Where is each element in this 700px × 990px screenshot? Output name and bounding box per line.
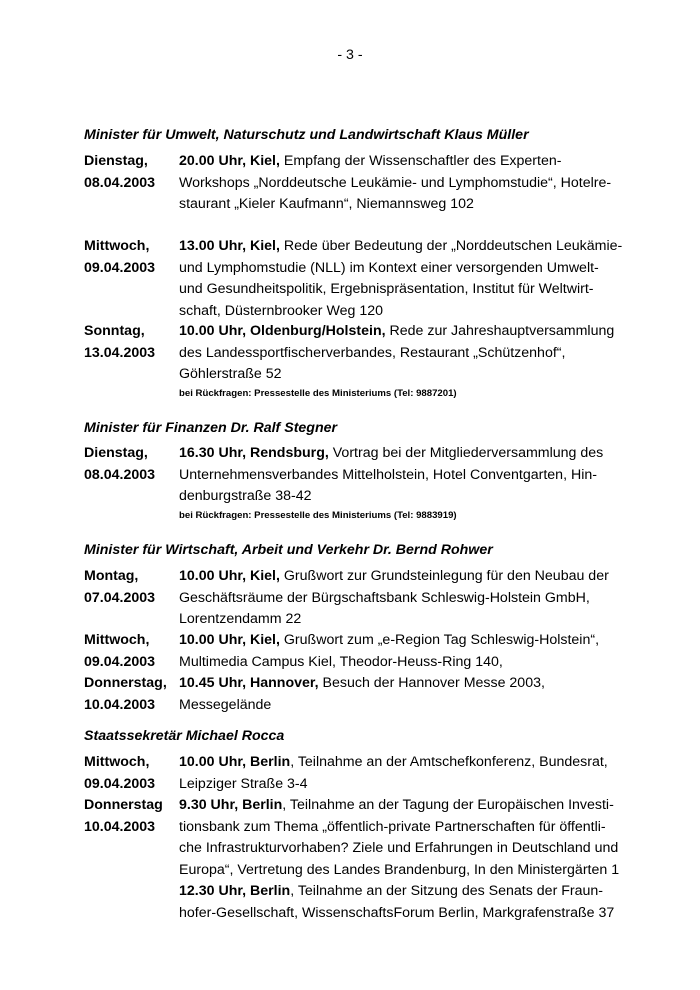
entry-time-place: 10.00 Uhr, Berlin: [179, 754, 291, 770]
entry-text: 10.45 Uhr, Hannover, Besuch der Hannover Messe 2003, Messegelände: [179, 675, 545, 713]
entry-date: Donnerstag, 10.04.2003: [84, 675, 167, 713]
entry-date: Mittwoch, 09.04.2003: [84, 632, 156, 670]
entry-time-place: 10.00 Uhr, Kiel,: [179, 632, 280, 648]
entry-date: Dienstag, 08.04.2003: [84, 445, 156, 483]
entry-text: 16.30 Uhr, Rendsburg, Vortrag bei der Mitgliederversammlung des Unternehmensverbandes Mittelholstein, Hotel Conventgarten, Hin- denburgstraße 38-42 bei Rückfragen: Pressestelle des Ministeriums (Tel: 9883919): [179, 443, 629, 523]
entry-date: Mittwoch, 09.04.2003: [84, 238, 156, 276]
page-number: - 3 -: [337, 47, 363, 63]
section-heading-staatssekretaer: Staatssekretär Michael Rocca: [84, 728, 285, 744]
entry-time-place: 16.30 Uhr, Rendsburg,: [179, 445, 329, 461]
entry-date: Mittwoch, 09.04.2003: [84, 754, 156, 792]
section-heading-umwelt: Minister für Umwelt, Naturschutz und Landwirtschaft Klaus Müller: [84, 127, 529, 143]
entry-text: 20.00 Uhr, Kiel, Empfang der Wissenschaftler des Experten- Workshops „Norddeutsche Leukämie- und Lymphomstudie“, Hotelre- staurant „Kieler Kaufmann“, Niemannsweg 102: [179, 153, 612, 212]
entry-text: 10.00 Uhr, Oldenburg/Holstein, Rede zur Jahreshauptversammlung des Landessportfischerverbandes, Restaurant „Schützenhof“, Göhlerstraße 52 bei Rückfragen: Pressestelle des Ministeriums (Tel: 9887201): [179, 321, 629, 401]
contact-note: bei Rückfragen: Pressestelle des Ministeriums (Tel: 9887201): [179, 387, 457, 399]
contact-note: bei Rückfragen: Pressestelle des Ministeriums (Tel: 9883919): [179, 509, 457, 521]
entry-text: 10.00 Uhr, Kiel, Grußwort zur Grundsteinlegung für den Neubau der Geschäftsräume der Bürgschaftsbank Schleswig-Holstein GmbH, Lorentzendamm 22: [179, 568, 609, 627]
entry-text: 13.00 Uhr, Kiel, Rede über Bedeutung der „Norddeutschen Leukämie- und Lymphomstudie (NLL) im Kontext einer versorgenden Umwelt- und Gesundheitspolitik, Ergebnispräsentation, Institut für Weltwirt- schaft, Düsternbrooker Weg 120: [179, 238, 623, 319]
entry-time-place: 13.00 Uhr, Kiel,: [179, 238, 280, 254]
entry-date: Dienstag, 08.04.2003: [84, 153, 156, 191]
entry-text: 10.00 Uhr, Kiel, Grußwort zum „e-Region Tag Schleswig-Holstein“, Multimedia Campus Kiel, Theodor-Heuss-Ring 140,: [179, 632, 600, 670]
entry-text: 10.00 Uhr, Berlin, Teilnahme an der Amtschefkonferenz, Bundesrat, Leipziger Straße 3-4: [179, 754, 608, 792]
entry-time-place: 10.00 Uhr, Oldenburg/Holstein,: [179, 323, 386, 339]
section-heading-wirtschaft: Minister für Wirtschaft, Arbeit und Verkehr Dr. Bernd Rohwer: [84, 542, 493, 558]
entry-date: Montag, 07.04.2003: [84, 568, 156, 606]
entry-text: 9.30 Uhr, Berlin, Teilnahme an der Tagung der Europäischen Investi- tionsbank zum Thema „öffentlich-private Partnerschaften für öffentli- che Infrastrukturvorhaben? Ziele und Erfahrungen in Deutschland und Europa“, Vertretung des Landes Brandenburg, In den Ministergärten 1 12.30 Uhr, Berlin, Teilnahme an der Sitzung des Senats der Fraun- hofer-Gesellschaft, WissenschaftsForum Berlin, Markgrafenstraße 37: [179, 797, 620, 921]
entry-time-place: 10.00 Uhr, Kiel,: [179, 568, 280, 584]
entry-time-place: 10.45 Uhr, Hannover,: [179, 675, 319, 691]
entry-time-place: 12.30 Uhr, Berlin: [179, 883, 291, 899]
entry-time-place: 9.30 Uhr, Berlin: [179, 797, 283, 813]
entry-date: Donnerstag 10.04.2003: [84, 797, 163, 835]
entry-date: Sonntag, 13.04.2003: [84, 323, 156, 361]
section-heading-finanzen: Minister für Finanzen Dr. Ralf Stegner: [84, 420, 338, 436]
entry-time-place: 20.00 Uhr, Kiel,: [179, 153, 280, 169]
